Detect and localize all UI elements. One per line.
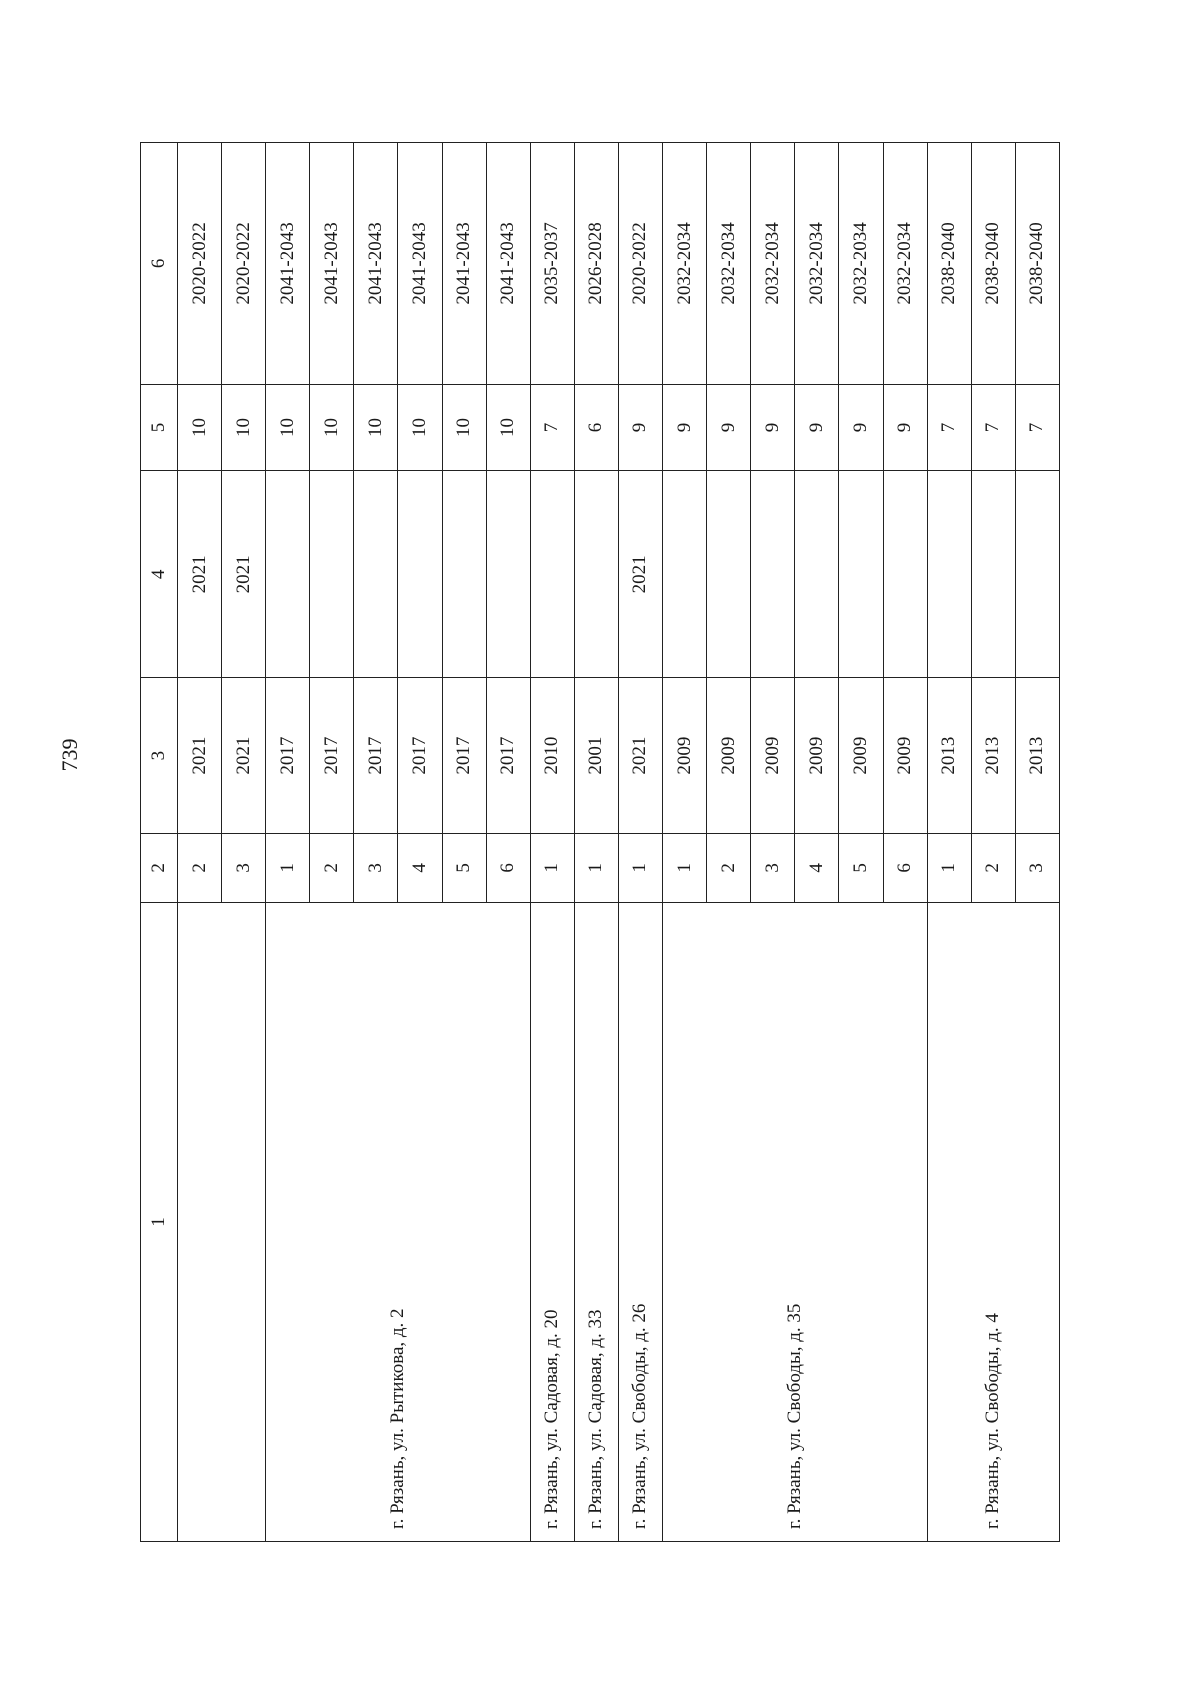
service-life-cell: 10 — [486, 384, 530, 470]
year-built-cell: 2009 — [751, 678, 795, 833]
table-row — [663, 143, 707, 1542]
planned-period-cell: 2041-2043 — [354, 143, 398, 385]
service-life-cell: 9 — [795, 384, 839, 470]
service-life-cell: 10 — [310, 384, 354, 470]
unit-number-cell: 2 — [971, 833, 1015, 902]
repair-year-cell — [751, 471, 795, 678]
year-built-cell: 2017 — [486, 678, 530, 833]
planned-period-cell: 2038-2040 — [971, 143, 1015, 385]
table-row — [266, 143, 310, 1542]
repair-year-cell — [971, 471, 1015, 678]
unit-number-cell: 3 — [354, 833, 398, 902]
column-number: 4 — [141, 471, 178, 678]
repair-year-cell — [883, 471, 927, 678]
repair-year-cell — [1015, 471, 1059, 678]
service-life-cell: 7 — [971, 384, 1015, 470]
unit-number-cell: 3 — [751, 833, 795, 902]
planned-period-cell: 2032-2034 — [751, 143, 795, 385]
planned-period-cell: 2020-2022 — [178, 143, 222, 385]
service-life-cell: 9 — [839, 384, 883, 470]
table-row — [927, 143, 971, 1542]
year-built-cell: 2001 — [574, 678, 618, 833]
unit-number-cell: 2 — [707, 833, 751, 902]
service-life-cell: 9 — [663, 384, 707, 470]
page-number: 739 — [57, 738, 82, 772]
year-built-cell: 2013 — [1015, 678, 1059, 833]
column-number: 6 — [141, 143, 178, 385]
service-life-cell: 10 — [222, 384, 266, 470]
planned-period-cell: 2041-2043 — [266, 143, 310, 385]
service-life-cell: 10 — [354, 384, 398, 470]
service-life-cell: 7 — [530, 384, 574, 470]
unit-number-cell: 1 — [574, 833, 618, 902]
planned-period-cell: 2038-2040 — [927, 143, 971, 385]
repair-year-cell — [663, 471, 707, 678]
planned-period-cell: 2020-2022 — [222, 143, 266, 385]
repair-year-cell — [530, 471, 574, 678]
unit-number-cell: 1 — [530, 833, 574, 902]
address-cell: г. Рязань, ул. Свободы, д. 4 — [927, 902, 1059, 1541]
planned-period-cell: 2032-2034 — [795, 143, 839, 385]
planned-period-cell: 2041-2043 — [442, 143, 486, 385]
year-built-cell: 2021 — [618, 678, 662, 833]
year-built-cell: 2017 — [310, 678, 354, 833]
repair-year-cell: 2021 — [222, 471, 266, 678]
repair-year-cell — [927, 471, 971, 678]
planned-period-cell: 2032-2034 — [707, 143, 751, 385]
year-built-cell: 2017 — [398, 678, 442, 833]
year-built-cell: 2017 — [442, 678, 486, 833]
year-built-cell: 2009 — [883, 678, 927, 833]
address-cell: г. Рязань, ул. Садовая, д. 33 — [574, 902, 618, 1541]
unit-number-cell: 5 — [839, 833, 883, 902]
year-built-cell: 2017 — [266, 678, 310, 833]
repair-year-cell — [442, 471, 486, 678]
column-number: 5 — [141, 384, 178, 470]
register-table — [140, 142, 1060, 1542]
planned-period-cell: 2032-2034 — [663, 143, 707, 385]
year-built-cell: 2009 — [795, 678, 839, 833]
unit-number-cell: 6 — [883, 833, 927, 902]
year-built-cell: 2021 — [178, 678, 222, 833]
column-number: 2 — [141, 833, 178, 902]
address-cell: г. Рязань, ул. Свободы, д. 26 — [618, 902, 662, 1541]
column-number-row — [141, 143, 178, 1542]
unit-number-cell: 2 — [310, 833, 354, 902]
planned-period-cell: 2041-2043 — [398, 143, 442, 385]
service-life-cell: 9 — [618, 384, 662, 470]
planned-period-cell: 2035-2037 — [530, 143, 574, 385]
address-cell: г. Рязань, ул. Свободы, д. 35 — [663, 902, 928, 1541]
planned-period-cell: 2026-2028 — [574, 143, 618, 385]
repair-year-cell — [398, 471, 442, 678]
unit-number-cell: 1 — [618, 833, 662, 902]
repair-year-cell — [839, 471, 883, 678]
service-life-cell: 9 — [751, 384, 795, 470]
repair-year-cell — [707, 471, 751, 678]
service-life-cell: 10 — [178, 384, 222, 470]
unit-number-cell: 2 — [178, 833, 222, 902]
repair-year-cell — [354, 471, 398, 678]
repair-year-cell: 2021 — [178, 471, 222, 678]
unit-number-cell: 6 — [486, 833, 530, 902]
unit-number-cell: 1 — [266, 833, 310, 902]
planned-period-cell: 2041-2043 — [310, 143, 354, 385]
year-built-cell: 2009 — [839, 678, 883, 833]
table-row — [530, 143, 574, 1542]
planned-period-cell: 2041-2043 — [486, 143, 530, 385]
year-built-cell: 2013 — [927, 678, 971, 833]
repair-year-cell: 2021 — [618, 471, 662, 678]
register-table-body — [141, 143, 1060, 1542]
service-life-cell: 7 — [1015, 384, 1059, 470]
repair-year-cell — [795, 471, 839, 678]
service-life-cell: 6 — [574, 384, 618, 470]
planned-period-cell: 2032-2034 — [883, 143, 927, 385]
table-row — [574, 143, 618, 1542]
repair-year-cell — [574, 471, 618, 678]
service-life-cell: 7 — [927, 384, 971, 470]
unit-number-cell: 5 — [442, 833, 486, 902]
unit-number-cell: 3 — [1015, 833, 1059, 902]
planned-period-cell: 2038-2040 — [1015, 143, 1059, 385]
address-cell: г. Рязань, ул. Садовая, д. 20 — [530, 902, 574, 1541]
service-life-cell: 9 — [883, 384, 927, 470]
table-row — [178, 143, 222, 1542]
repair-year-cell — [486, 471, 530, 678]
year-built-cell: 2017 — [354, 678, 398, 833]
rotated-table-container — [140, 0, 1060, 1542]
column-number: 3 — [141, 678, 178, 833]
service-life-cell: 10 — [398, 384, 442, 470]
year-built-cell: 2009 — [663, 678, 707, 833]
unit-number-cell: 4 — [795, 833, 839, 902]
table-row — [618, 143, 662, 1542]
column-number: 1 — [141, 902, 178, 1541]
service-life-cell: 10 — [442, 384, 486, 470]
unit-number-cell: 1 — [927, 833, 971, 902]
year-built-cell: 2009 — [707, 678, 751, 833]
address-cell: г. Рязань, ул. Рытикова, д. 2 — [266, 902, 531, 1541]
year-built-cell: 2010 — [530, 678, 574, 833]
planned-period-cell: 2020-2022 — [618, 143, 662, 385]
unit-number-cell: 4 — [398, 833, 442, 902]
year-built-cell: 2021 — [222, 678, 266, 833]
address-cell — [178, 902, 266, 1541]
planned-period-cell: 2032-2034 — [839, 143, 883, 385]
service-life-cell: 9 — [707, 384, 751, 470]
unit-number-cell: 3 — [222, 833, 266, 902]
unit-number-cell: 1 — [663, 833, 707, 902]
repair-year-cell — [310, 471, 354, 678]
repair-year-cell — [266, 471, 310, 678]
service-life-cell: 10 — [266, 384, 310, 470]
year-built-cell: 2013 — [971, 678, 1015, 833]
